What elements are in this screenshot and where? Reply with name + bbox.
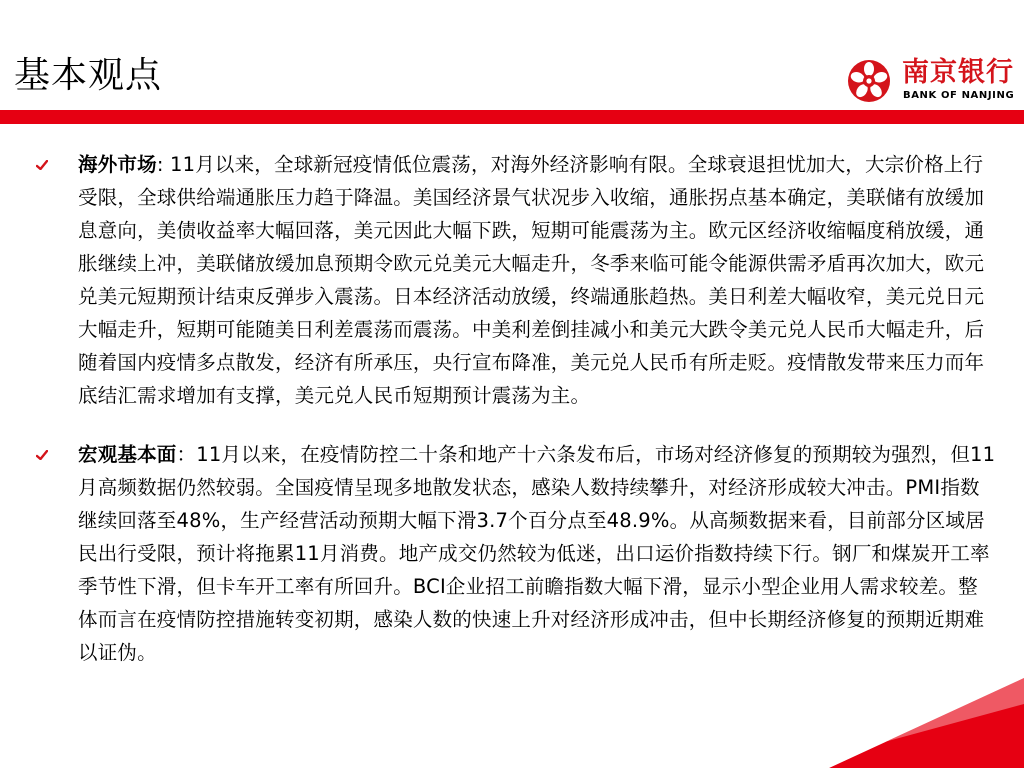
- bank-of-nanjing-logo-icon: [846, 58, 892, 104]
- bullet-text: ：11月以来，在疫情防控二十条和地产十六条发布后，市场对经济修复的预期较为强烈，但11月高频数据仍然较弱。全国疫情呈现多地散发状态，感染人数持续攀升，对经济形成较大冲击。PMI指数继续回落至48%，生产经营活动预期大幅下滑3.7个百分点至48.9%。从高频数据来看，目前部分区域居民出行受限，预计将拖累11月消费。地产成交仍然较为低迷，出口运价指数持续下行。钢厂和煤炭开工率季节性下滑，但卡车开工率有所回升。BCI企业招工前瞻指数大幅下滑，显示小型企业用人需求较差。整体而言在疫情防控措施转变初期，感染人数的快速上升对经济形成冲击，但中长期经济修复的预期近期难以证伪。: [78, 443, 996, 664]
- bullet-paragraph: [78, 438, 996, 669]
- bullet-macro-fundamentals: [36, 438, 996, 669]
- bullet-term: 海外市场: [78, 153, 157, 176]
- bullet-icon: [36, 450, 48, 460]
- bank-name-english: BANK OF NANJING: [903, 90, 1015, 101]
- bullet-term: 宏观基本面: [78, 443, 177, 466]
- bullet-text: : 11月以来，全球新冠疫情低位震荡，对海外经济影响有限。全球衰退担忧加大，大宗价格上行受限，全球供给端通胀压力趋于降温。美国经济景气状况步入收缩，通胀拐点基本确定，美联储有放缓加息意向，美债收益率大幅回落，美元因此大幅下跌，短期可能震荡为主。欧元区经济收缩幅度稍放缓，通胀继续上冲，美联储放缓加息预期令欧元兑美元大幅走升，冬季来临可能令能源供需矛盾再次加大，欧元兑美元短期预计结束反弹步入震荡。日本经济活动放缓，终端通胀趋热。美日利差大幅收窄，美元兑日元大幅走升，短期可能随美日利差震荡而震荡。中美利差倒挂减小和美元大跌令美元兑人民币大幅走升，后随着国内疫情多点散发，经济有所承压，央行宣布降准，美元兑人民币有所走贬。疫情散发带来压力而年底结汇需求增加有支撑，美元兑人民币短期预计震荡为主。: [78, 153, 985, 407]
- bullet-paragraph: [78, 148, 996, 412]
- corner-decoration: [789, 678, 1024, 768]
- bank-logo: [846, 58, 1016, 104]
- bank-name-chinese: 南京银行: [902, 57, 1014, 88]
- header-divider-bar: [0, 110, 1024, 124]
- bullet-overseas-market: [36, 148, 996, 412]
- slide-body: [36, 148, 996, 669]
- bullet-icon: [36, 160, 48, 170]
- slide-title: 基本观点: [14, 55, 163, 96]
